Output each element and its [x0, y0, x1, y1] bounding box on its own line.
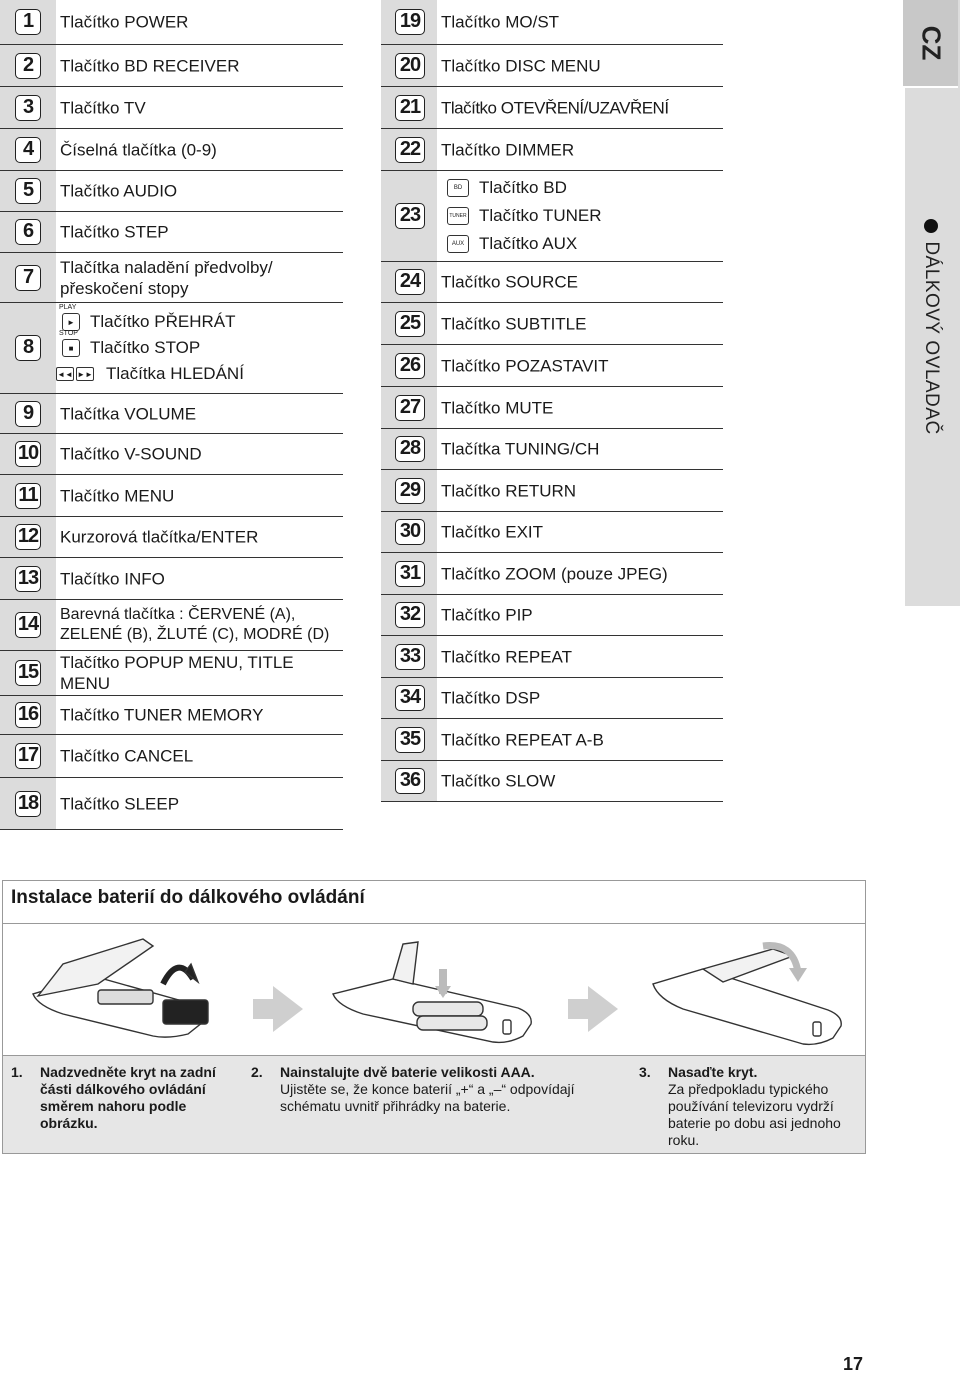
item-label: Tlačítko INFO — [60, 569, 165, 588]
item-label: Tlačítko DISC MENU — [441, 56, 601, 75]
legend-item — [381, 595, 723, 636]
legend-item — [381, 429, 723, 470]
stop-icon: STOP ■ — [62, 339, 80, 357]
item-number: 16 — [15, 702, 41, 728]
item-number: 35 — [395, 727, 425, 753]
item-number: 6 — [15, 219, 41, 245]
item-number: 19 — [395, 9, 425, 35]
item-number: 25 — [395, 311, 425, 337]
legend-item — [0, 212, 343, 253]
item-label: Tlačítka naladění předvolby/ přeskočení stopy — [60, 257, 273, 298]
legend-item — [381, 345, 723, 387]
item-number: 27 — [395, 395, 425, 421]
item-number: 34 — [395, 685, 425, 711]
battery-install-box — [2, 880, 866, 1154]
sub-item-label: Tlačítko STOP — [90, 338, 201, 357]
sub-item — [0, 304, 343, 335]
item-number: 21 — [395, 95, 425, 121]
legend-item — [0, 778, 343, 830]
sub-item-label: Tlačítka HLEDÁNÍ — [106, 364, 244, 383]
item-label: Tlačítko SUBTITLE — [441, 314, 587, 333]
sub-list — [381, 174, 723, 258]
item-label: Tlačítko ZOOM (pouze JPEG) — [441, 564, 668, 583]
search-buttons-icon: ◄◄ ►► — [56, 367, 94, 381]
legend-item — [381, 262, 723, 303]
legend-item — [381, 0, 723, 45]
item-label: Tlačítko TV — [60, 98, 146, 117]
next-step-arrow-icon — [568, 986, 618, 1032]
sub-item-label: Tlačítko PŘEHRÁT — [90, 312, 236, 331]
item-label: Tlačítko MO/ST — [441, 12, 560, 32]
legend-item — [0, 253, 343, 303]
language-code: CZ — [916, 25, 946, 61]
item-number: 5 — [15, 178, 41, 204]
item-number: 10 — [15, 441, 41, 467]
section-title: DÁLKOVÝ OVLADAČ — [921, 241, 942, 435]
item-number: 7 — [15, 265, 41, 291]
item-number: 36 — [395, 768, 425, 794]
sub-item — [381, 230, 723, 258]
item-label: Tlačítko RETURN — [441, 481, 577, 500]
item-number: 23 — [395, 203, 425, 229]
item-number: 26 — [395, 353, 425, 379]
item-number: 14 — [15, 612, 41, 638]
item-label: Tlačítko POWER — [60, 12, 189, 32]
legend-item — [0, 475, 343, 517]
item-label: Kurzorová tlačítka/ENTER — [60, 527, 259, 547]
step-heading: Nasaďte kryt. — [668, 1064, 758, 1080]
battery-steps — [3, 1055, 865, 1153]
item-label: Tlačítko MENU — [60, 486, 175, 505]
item-number: 22 — [395, 137, 425, 163]
legend-item — [381, 87, 723, 129]
item-label: Tlačítko SLEEP — [60, 794, 180, 813]
item-label: Tlačítka VOLUME — [60, 404, 197, 423]
aux-button-icon: AUX — [447, 235, 469, 253]
item-label: Tlačítko CANCEL — [60, 746, 194, 766]
remote-cover-open-illustration — [33, 939, 208, 1037]
legend-item — [381, 303, 723, 345]
legend-item — [0, 303, 343, 394]
item-label: Tlačítko STEP — [60, 222, 169, 242]
legend-right-column — [381, 0, 723, 802]
item-number: 12 — [15, 524, 41, 550]
item-label: Tlačítko SLOW — [441, 771, 556, 791]
legend-item — [381, 129, 723, 171]
legend-item — [0, 171, 343, 212]
legend-item — [381, 45, 723, 87]
item-label: Tlačítka TUNING/CH — [441, 439, 600, 459]
item-label: Tlačítko PIP — [441, 605, 533, 625]
step-number: 3. — [639, 1064, 651, 1080]
legend-left-column — [0, 0, 343, 830]
item-number: 9 — [15, 401, 41, 427]
section-bullet-icon — [924, 219, 938, 233]
legend-item — [381, 512, 723, 553]
sub-item-label: Tlačítko TUNER — [479, 206, 602, 225]
step-text: Za předpokladu typického používání televizoru vydrží baterie po dobu asi jednoho roku. — [668, 1081, 841, 1148]
item-label: Tlačítko TUNER MEMORY — [60, 705, 264, 725]
item-label: Tlačítko POPUP MENU, TITLE MENU — [60, 653, 294, 693]
item-number: 13 — [15, 566, 41, 592]
item-number: 2 — [15, 53, 41, 79]
item-label: Číselná tlačítka (0-9) — [60, 140, 217, 159]
item-label: Tlačítko DIMMER — [441, 140, 575, 159]
item-number: 18 — [15, 791, 41, 817]
legend-item — [381, 719, 723, 761]
battery-illustration — [3, 924, 865, 1055]
tuner-button-icon: TUNER — [447, 207, 469, 225]
remote-batteries-illustration — [333, 942, 531, 1042]
legend-item — [0, 651, 343, 696]
legend-item — [0, 434, 343, 475]
next-step-arrow-icon — [253, 986, 303, 1032]
item-label: Tlačítko SOURCE — [441, 272, 578, 292]
item-number: 15 — [15, 660, 41, 686]
item-number: 4 — [15, 137, 41, 163]
legend-item — [0, 87, 343, 129]
sub-list — [0, 304, 343, 387]
item-number: 24 — [395, 269, 425, 295]
legend-item — [0, 696, 343, 735]
item-label: Tlačítko REPEAT A-B — [441, 730, 604, 749]
item-number: 3 — [15, 95, 41, 121]
sub-item-label: Tlačítko BD — [479, 178, 567, 197]
language-tab — [903, 0, 958, 88]
item-label: Barevná tlačítka : ČERVENÉ (A), ZELENÉ (B), ŽLUTÉ (C), MODRÉ (D) — [60, 606, 330, 643]
item-label: Tlačítko BD RECEIVER — [60, 56, 240, 75]
legend-item — [0, 735, 343, 778]
battery-title: Instalace baterií do dálkového ovládání — [11, 887, 365, 908]
item-label: Tlačítko OTEVŘENÍ/UZAVŘENÍ — [441, 98, 669, 117]
item-number: 17 — [15, 743, 41, 769]
page-number: 17 — [843, 1354, 864, 1374]
legend-item — [0, 129, 343, 171]
item-number: 20 — [395, 53, 425, 79]
item-label: Tlačítko AUDIO — [60, 181, 178, 201]
legend-item — [381, 470, 723, 512]
item-number: 28 — [395, 436, 425, 462]
item-number: 29 — [395, 478, 425, 504]
legend-item — [0, 45, 343, 87]
step-heading: Nainstalujte dvě baterie velikosti AAA. — [280, 1064, 535, 1080]
sub-item — [381, 174, 723, 202]
legend-item — [0, 0, 343, 45]
item-label: Tlačítko REPEAT — [441, 647, 572, 666]
bd-button-icon: BD — [447, 179, 469, 197]
step-number: 2. — [251, 1064, 263, 1080]
legend-item — [381, 387, 723, 429]
item-label: Tlačítko MUTE — [441, 398, 554, 417]
step-heading: Nadzvedněte kryt na zadní části dálkového ovládání směrem nahoru podle obrázku. — [40, 1064, 216, 1131]
item-number: 32 — [395, 602, 425, 628]
item-number: 8 — [15, 335, 41, 361]
legend-item — [381, 678, 723, 719]
step-text: Ujistěte se, že konce baterií „+“ a „–“ odpovídají schématu uvnitř přihrádky na baterie. — [280, 1081, 575, 1114]
legend-item — [0, 558, 343, 600]
item-label: Tlačítko V-SOUND — [60, 444, 202, 464]
item-number: 31 — [395, 561, 425, 587]
legend-item — [381, 553, 723, 595]
legend-item — [0, 600, 343, 651]
item-number: 30 — [395, 519, 425, 545]
item-label: Tlačítko DSP — [441, 688, 541, 708]
sub-item-label: Tlačítko AUX — [479, 234, 578, 253]
item-number: 33 — [395, 644, 425, 670]
remote-illustration-svg — [3, 924, 865, 1055]
item-label: Tlačítko EXIT — [441, 522, 544, 542]
sub-item — [0, 361, 343, 387]
remote-cover-close-illustration — [653, 946, 841, 1045]
legend-item — [381, 761, 723, 802]
item-label: Tlačítko POZASTAVIT — [441, 356, 609, 375]
play-icon: PLAY ► — [62, 313, 80, 331]
legend-item — [0, 517, 343, 558]
item-number: 11 — [15, 483, 41, 509]
legend-item — [381, 171, 723, 262]
legend-item — [381, 636, 723, 678]
sub-item — [0, 330, 343, 361]
legend-item — [0, 394, 343, 434]
step-number: 1. — [11, 1064, 23, 1080]
sub-item — [381, 202, 723, 230]
item-number: 1 — [15, 9, 41, 35]
